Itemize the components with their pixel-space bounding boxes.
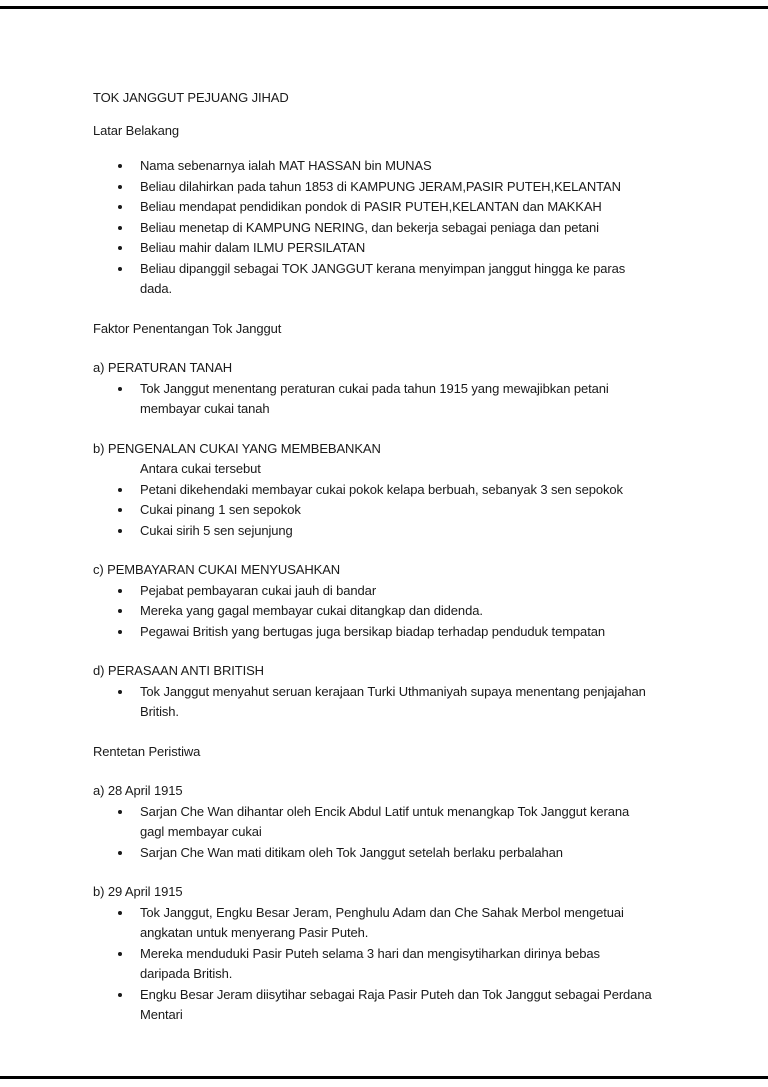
list-item: Petani dikehendaki membayar cukai pokok kelapa berbuah, sebanyak 3 sen sepokok	[93, 480, 653, 501]
subheading-29-april-1915: b) 29 April 1915	[93, 884, 183, 899]
list-item: Beliau dipanggil sebagai TOK JANGGUT kerana menyimpan janggut hingga ke paras dada.	[93, 259, 653, 300]
page-bottom-border	[0, 1076, 768, 1079]
list-item: Pejabat pembayaran cukai jauh di bandar	[93, 581, 653, 602]
list-item: Beliau mendapat pendidikan pondok di PASIR PUTEH,KELANTAN dan MAKKAH	[93, 197, 653, 218]
latar-belakang-list	[93, 156, 653, 300]
subheading-peraturan-tanah: a) PERATURAN TANAH	[93, 360, 233, 375]
list-item: Beliau dilahirkan pada tahun 1853 di KAMPUNG JERAM,PASIR PUTEH,KELANTAN	[93, 177, 653, 198]
page-top-border	[0, 6, 768, 9]
subheading-perasaan-anti-british: d) PERASAAN ANTI BRITISH	[93, 663, 264, 678]
list-item: Beliau mahir dalam ILMU PERSILATAN	[93, 238, 653, 259]
list-item: Sarjan Che Wan mati ditikam oleh Tok Janggut setelah berlaku perbalahan	[93, 843, 653, 864]
list-item: Tok Janggut menentang peraturan cukai pada tahun 1915 yang mewajibkan petani membayar cukai tanah	[93, 379, 653, 420]
pengenalan-cukai-list	[93, 480, 653, 542]
list-item: Mereka yang gagal membayar cukai ditangkap dan didenda.	[93, 601, 653, 622]
29-april-list	[93, 903, 653, 1026]
pembayaran-cukai-list	[93, 581, 653, 643]
list-item: Tok Janggut menyahut seruan kerajaan Turki Uthmaniyah supaya menentang penjajahan British.	[93, 682, 653, 723]
subheading-28-april-1915: a) 28 April 1915	[93, 783, 183, 798]
note-antara-cukai: Antara cukai tersebut	[140, 461, 261, 476]
28-april-list	[93, 802, 653, 864]
heading-faktor-penentangan: Faktor Penentangan Tok Janggut	[93, 320, 282, 336]
list-item: Cukai sirih 5 sen sejunjung	[93, 521, 653, 542]
list-item: Engku Besar Jeram diisytihar sebagai Raja Pasir Puteh dan Tok Janggut sebagai Perdana Mentari	[93, 985, 653, 1026]
list-item: Beliau menetap di KAMPUNG NERING, dan bekerja sebagai peniaga dan petani	[93, 218, 653, 239]
list-item: Mereka menduduki Pasir Puteh selama 3 hari dan mengisytiharkan dirinya bebas daripada British.	[93, 944, 653, 985]
peraturan-tanah-list	[93, 379, 653, 420]
subheading-pengenalan-cukai: b) PENGENALAN CUKAI YANG MEMBEBANKAN	[93, 440, 381, 456]
document-title: TOK JANGGUT PEJUANG JIHAD	[93, 90, 289, 105]
list-item: Sarjan Che Wan dihantar oleh Encik Abdul Latif untuk menangkap Tok Janggut kerana gagl membayar cukai	[93, 802, 653, 843]
perasaan-anti-british-list	[93, 682, 653, 723]
heading-rentetan-peristiwa: Rentetan Peristiwa	[93, 743, 201, 759]
list-item: Tok Janggut, Engku Besar Jeram, Penghulu Adam dan Che Sahak Merbol mengetuai angkatan untuk menyerang Pasir Puteh.	[93, 903, 653, 944]
subheading-pembayaran-cukai: c) PEMBAYARAN CUKAI MENYUSAHKAN	[93, 562, 341, 577]
list-item: Nama sebenarnya ialah MAT HASSAN bin MUNAS	[93, 156, 653, 177]
list-item: Cukai pinang 1 sen sepokok	[93, 500, 653, 521]
document-page	[93, 88, 653, 1026]
list-item: Pegawai British yang bertugas juga bersikap biadap terhadap penduduk tempatan	[93, 622, 653, 643]
heading-latar-belakang: Latar Belakang	[93, 122, 180, 138]
